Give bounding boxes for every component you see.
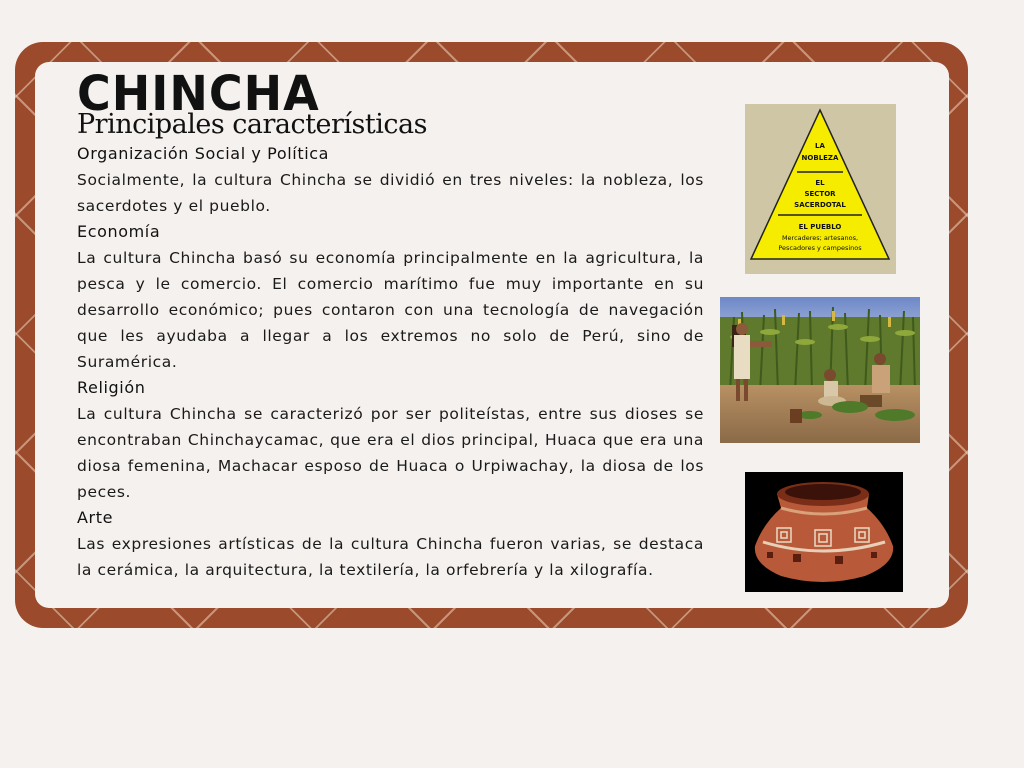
ceramic-vessel-image xyxy=(745,472,903,592)
section-body-art: Las expresiones artísticas de la cultura Chincha fueron varias, se destaca la cerámica, la arquitectura, la textilería, la orfebrería y la xilografía. xyxy=(77,535,704,579)
section-heading-economy: Economía xyxy=(77,222,161,241)
section-heading-religion: Religión xyxy=(77,378,146,397)
characteristics-text xyxy=(77,141,704,583)
pyramid-tier1-line2: NOBLEZA xyxy=(801,154,839,162)
pyramid-tier1-line1: LA xyxy=(815,142,825,150)
pyramid-tier2-line3: SACERDOTAL xyxy=(794,201,846,209)
section-body-economy: La cultura Chincha basó su economía principalmente en la agricultura, la pesca y le comercio. El comercio marítimo fue muy importante en su desarrollo económico; pues contaron con una tecnología de navegación que les ayudaba a llegar a los extremos no solo de Perú, sino de Suramérica. xyxy=(77,249,704,371)
pyramid-tier3-line3: Pescadores y campesinos xyxy=(778,244,862,252)
pyramid-tier3-line2: Mercaderes; artesanos, xyxy=(781,234,859,242)
section-heading-social: Organización Social y Política xyxy=(77,144,330,163)
agriculture-scene-image xyxy=(720,297,920,443)
pyramid-tier2-line2: SECTOR xyxy=(804,190,836,198)
section-body-social: Socialmente, la cultura Chincha se dividió en tres niveles: la nobleza, los sacerdotes y el pueblo. xyxy=(77,171,704,215)
section-body-religion: La cultura Chincha se caracterizó por ser politeístas, entre sus dioses se encontraban Chinchaycamac, que era el dios principal, Huaca que era una diosa femenina, Machacar esposo de Huaca o Urpiwachay, la diosa de los peces. xyxy=(77,405,704,501)
pyramid-tier2-line1: EL xyxy=(815,179,825,187)
pyramid-tier3-line1: EL PUEBLO xyxy=(798,223,842,231)
social-pyramid-image xyxy=(745,104,896,274)
section-heading-art: Arte xyxy=(77,508,114,527)
page-title: CHINCHA xyxy=(77,64,320,122)
page-subtitle: Principales características xyxy=(77,109,427,140)
